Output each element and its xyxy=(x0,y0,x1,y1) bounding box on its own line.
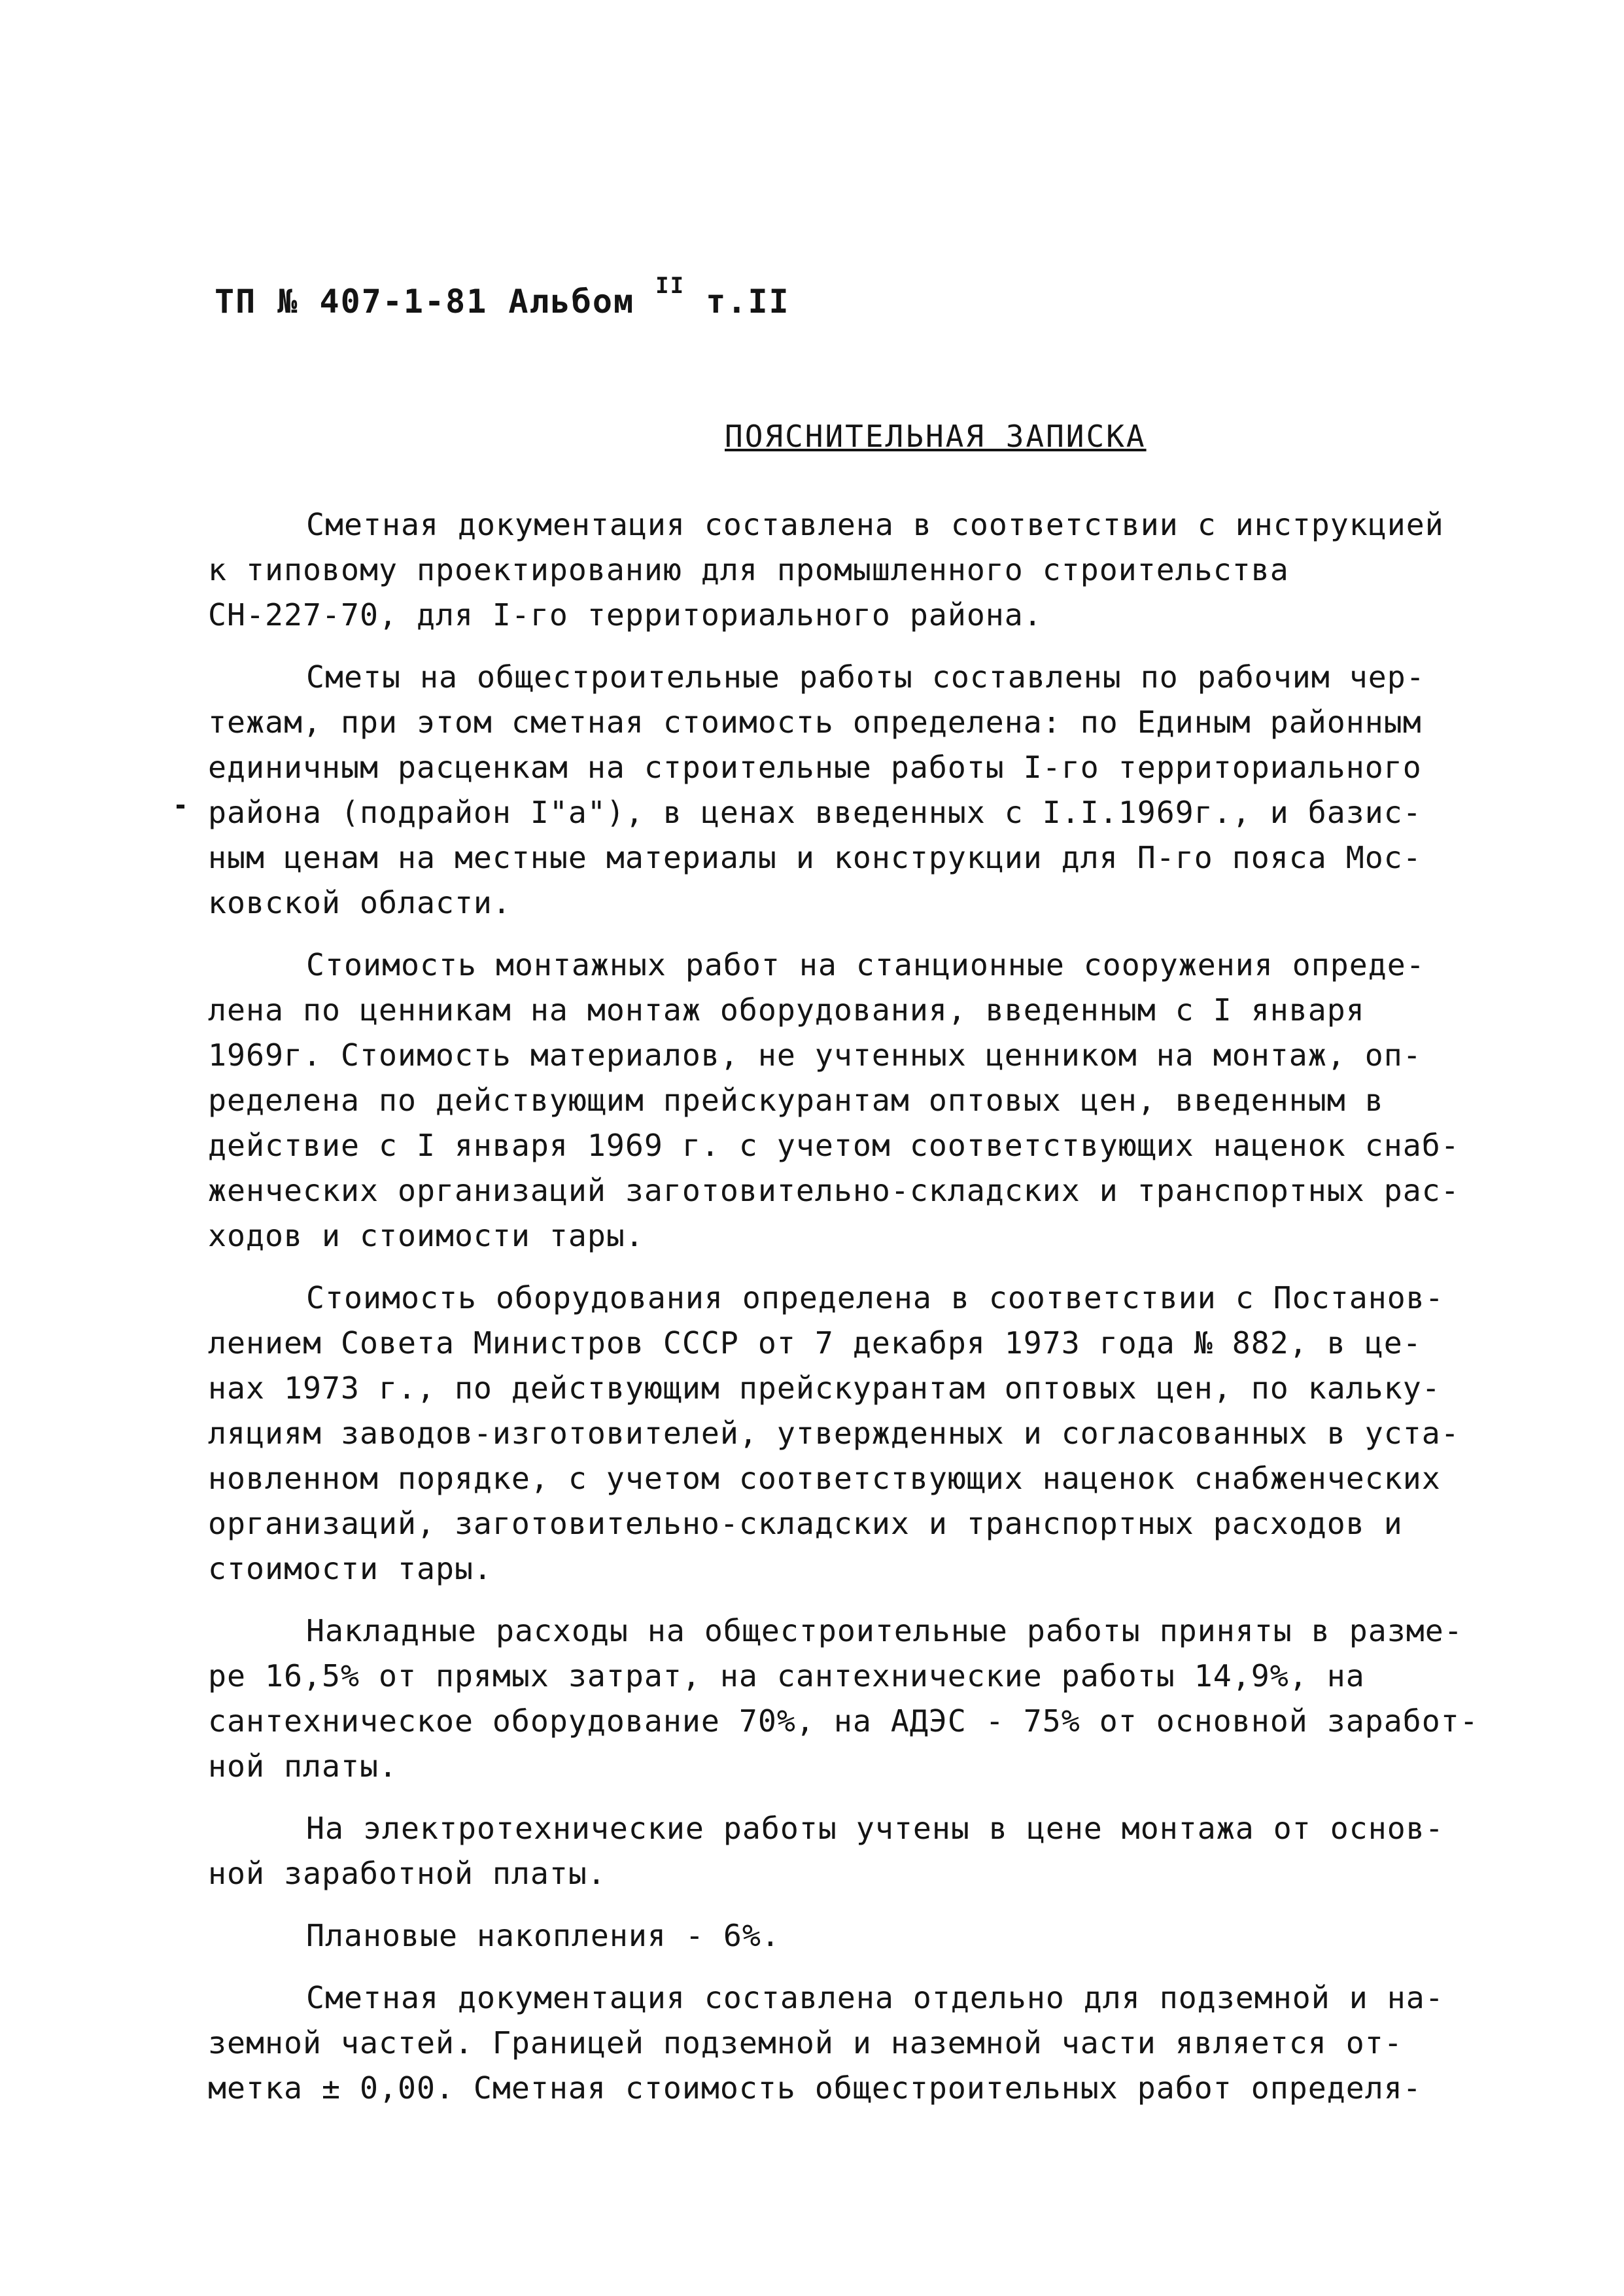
text-line: СН-227-70, для I-го территориального района. xyxy=(208,597,1043,633)
paragraph xyxy=(208,943,1460,1259)
text-line: тежам, при этом сметная стоимость определена: по Единым районным xyxy=(208,704,1422,740)
text-line: Стоимость монтажных работ на станционные сооружения опреде- xyxy=(306,947,1425,983)
text-line: сантехническое оборудование 70%, на АДЭС - 75% от основной заработ- xyxy=(208,1703,1479,1739)
text-line: Сметы на общестроительные работы составлены по рабочим чер- xyxy=(306,659,1425,695)
text-line: лена по ценникам на монтаж оборудования, введенным с I января xyxy=(208,992,1365,1028)
paragraph xyxy=(208,502,1444,638)
text-line: к типовому проектированию для промышленного строительства xyxy=(208,552,1289,587)
text-line: ляциям заводов-изготовителей, утвержденных и согласованных в уста- xyxy=(208,1416,1460,1451)
document-code xyxy=(215,273,790,321)
text-line: ковской области. xyxy=(208,885,511,920)
text-line: Сметная документация составлена отдельно для подземной и на- xyxy=(306,1980,1444,2015)
text-line: Плановые накопления - 6%. xyxy=(306,1918,780,1953)
page-title: ПОЯСНИТЕЛЬНАЯ ЗАПИСКА xyxy=(725,419,1147,454)
text-line: ределена по действующим прейскурантам оптовых цен, введенным в xyxy=(208,1083,1384,1118)
text-line: земной частей. Границей подземной и наземной части является от- xyxy=(208,2025,1403,2061)
text-line: новленном порядке, с учетом соответствующих наценок снабженческих xyxy=(208,1461,1441,1496)
document-code-prefix: ТП № 407-1-81 Альбом xyxy=(215,283,635,321)
paragraph xyxy=(208,1609,1479,1789)
document-code-superscript: II xyxy=(655,273,685,299)
stray-ink-mark xyxy=(177,805,184,809)
text-line: действие с I января 1969 г. с учетом соответствующих наценок снаб- xyxy=(208,1128,1460,1163)
text-line: Сметная документация составлена в соответствии с инструкцией xyxy=(306,507,1444,542)
text-line: района (подрайон I"а"), в ценах введенных с I.I.1969г., и базис- xyxy=(208,795,1422,830)
paragraph xyxy=(208,1806,1444,1896)
text-line: Накладные расходы на общестроительные работы приняты в разме- xyxy=(306,1613,1463,1648)
paragraph xyxy=(208,655,1438,926)
text-line: На электротехнические работы учтены в цене монтажа от основ- xyxy=(306,1811,1444,1846)
text-line: ным ценам на местные материалы и конструкции для П-го пояса Мос- xyxy=(208,840,1422,875)
text-line: стоимости тары. xyxy=(208,1551,492,1586)
text-line: организаций, заготовительно-складских и транспортных расходов и xyxy=(208,1506,1403,1541)
document-code-suffix: т.II xyxy=(706,283,790,321)
text-line: ходов и стоимости тары. xyxy=(208,1218,644,1253)
text-line: лением Совета Министров СССР от 7 декабря 1973 года № 882, в це- xyxy=(208,1325,1422,1361)
text-line: женческих организаций заготовительно-складских и транспортных рас- xyxy=(208,1173,1460,1208)
text-line: ной заработной платы. xyxy=(208,1856,606,1891)
paragraph xyxy=(208,1276,1460,1592)
text-line: нах 1973 г., по действующим прейскурантам оптовых цен, по кальку- xyxy=(208,1370,1441,1406)
paragraph xyxy=(208,1975,1444,2111)
text-line: ре 16,5% от прямых затрат, на сантехнические работы 14,9%, на xyxy=(208,1658,1365,1694)
text-line: единичным расценкам на строительные работы I-го территориального xyxy=(208,750,1422,785)
body-text xyxy=(208,502,1479,2128)
text-line: Стоимость оборудования определена в соответствии с Постанов- xyxy=(306,1280,1444,1315)
text-line: метка ± 0,00. Сметная стоимость общестроительных работ определя- xyxy=(208,2070,1422,2106)
text-line: ной платы. xyxy=(208,1748,398,1784)
text-line: 1969г. Стоимость материалов, не учтенных ценником на монтаж, оп- xyxy=(208,1037,1422,1073)
paragraph xyxy=(208,1913,1438,1958)
